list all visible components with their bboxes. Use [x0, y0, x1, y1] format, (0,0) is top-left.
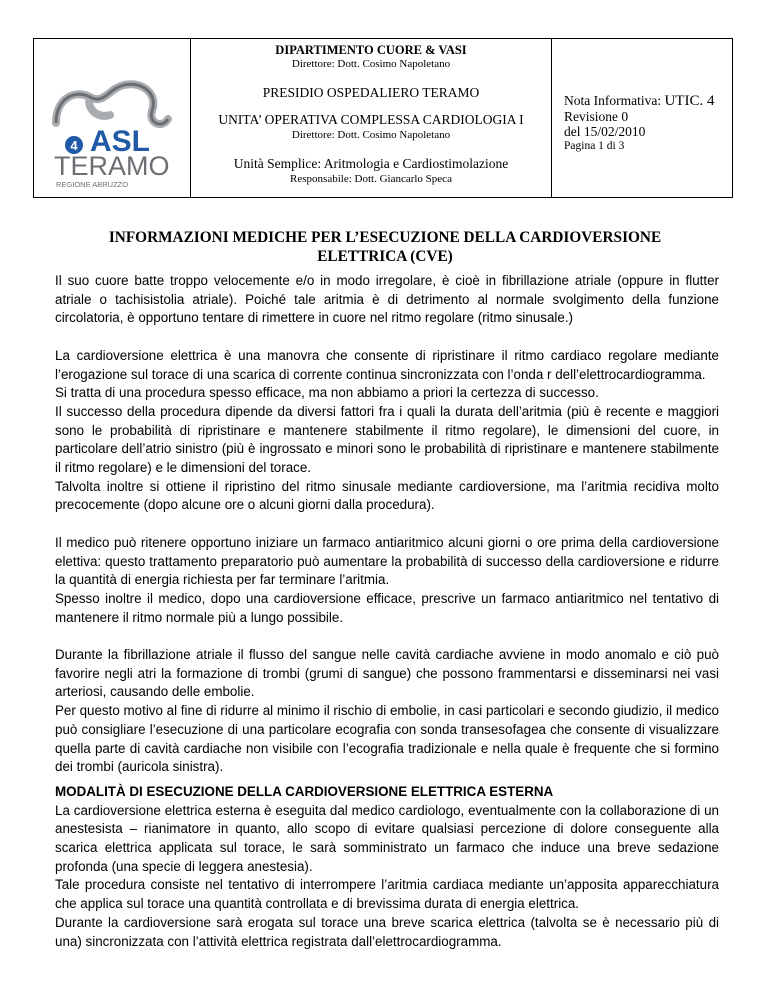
note-code: UTIC. 4	[664, 93, 715, 109]
document-title	[60, 228, 710, 266]
paragraph: Talvolta inoltre si ottiene il ripristino del ritmo sinusale mediante cardioversione, ma l’aritmia recidiva molto precocemente (dopo alcune ore o alcuni giorni dalla procedura).	[55, 478, 719, 513]
logo-region: REGIONE ABRUZZO	[56, 180, 129, 189]
paragraph: Il suo cuore batte troppo velocemente e/o in modo irregolare, è cioè in fibrillazione atriale (oppure in flutter atriale o tachisistolia atriale). Poiché tale aritmia è di detrimento al normale svolgimento della funzione circolatoria, è opportuno tentare di rimettere in cuore nel ritmo regolare (ritmo sinusale.)	[55, 273, 719, 326]
unit-director: Direttore: Dott. Cosimo Napoletano	[291, 129, 451, 141]
note-page: Pagina 1 di 3	[564, 140, 625, 152]
note-label: Nota Informativa:	[564, 93, 665, 108]
simple-unit: Unità Semplice: Aritmologia e Cardiostimolazione	[233, 156, 509, 171]
paragraph: La cardioversione elettrica è una manovra che consente di ripristinare il ritmo cardiaco regolare mediante l’erogazione sul torace di una scarica di corrente continua sincronizzata con l’onda r dell’elettrocardiogramma.	[55, 347, 719, 382]
department-name: DIPARTIMENTO CUORE & VASI	[275, 43, 467, 57]
header-center	[191, 39, 551, 197]
note-date: del 15/02/2010	[564, 124, 646, 139]
logo-city: TERAMO	[54, 151, 170, 181]
title-line-1: INFORMAZIONI MEDICHE PER L’ESECUZIONE DELLA CARDIOVERSIONE	[108, 229, 662, 246]
title-line-2: ELETTRICA (CVE)	[317, 248, 453, 265]
document-header	[33, 38, 733, 198]
department-director: Direttore: Dott. Cosimo Napoletano	[291, 58, 451, 70]
document-body	[55, 272, 719, 951]
paragraph: Tale procedura consiste nel tentativo di interrompere l’aritmia cardiaca mediante un’apposita apparecchiatura che applica sul torace una quantità controllata e di brevissima durata di energia elettrica.	[55, 877, 719, 912]
logo-number: 4	[70, 138, 78, 153]
logo-asl: ASL	[90, 125, 150, 158]
paragraph: Durante la cardioversione sarà erogata sul torace una breve scarica elettrica (talvolta se è necessario più di una) sincronizzata con l’attività elettrica registrata dall’elettrocardiogramma.	[55, 914, 719, 949]
hospital-name: PRESIDIO OSPEDALIERO TERAMO	[262, 85, 480, 100]
paragraph: Il medico può ritenere opportuno iniziare un farmaco antiaritmico alcuni giorni o ore prima della cardioversione elettiva: questo trattamento preparatorio può aumentare la probabilità di successo della cardioversione e ridurre la quantità di energia richiesta per far terminare l’aritmia.	[55, 534, 719, 588]
logo-cell	[34, 39, 191, 197]
responsible: Responsabile: Dott. Giancarlo Speca	[290, 173, 452, 185]
paragraph: Si tratta di una procedura spesso efficace, ma non abbiamo a priori la certezza di successo.	[55, 385, 599, 401]
header-note	[551, 39, 733, 197]
unit-name: UNITA’ OPERATIVA COMPLESSA CARDIOLOGIA I	[218, 112, 524, 127]
paragraph: La cardioversione elettrica esterna è eseguita dal medico cardiologo, eventualmente con la collaborazione di un anestesista – rianimatore in quanto, allo scopo di evitare qualsiasi percezione di dolore conseguente alla scarica elettrica applicata sul torace, le sarà somministrato un farmaco che induce una breve sedazione profonda (una specie di leggera anestesia).	[55, 802, 719, 874]
paragraph: Per questo motivo al fine di ridurre al minimo il rischio di embolie, in casi particolari e secondo giudizio, il medico può consigliare l’esecuzione di una particolare ecografia con sonda transesofagea che consente di visualizzare quella parte di cavità cardiache non visibile con l’ecografia tradizionale e nella quale è frequente che si formino dei trombi (auricola sinistra).	[55, 703, 719, 775]
paragraph: Durante la fibrillazione atriale il flusso del sangue nelle cavità cardiache avviene in modo anomalo e ciò può favorire negli atri la formazione di trombi (grumi di sangue) che possono frammentarsi e disseminarsi nei vasi arteriosi, causando delle embolie.	[55, 647, 719, 700]
note-revision: Revisione 0	[564, 109, 629, 124]
paragraph: Spesso inoltre il medico, dopo una cardioversione efficace, prescrive un farmaco antiaritmico nel tentativo di mantenere il ritmo normale più a lungo possibile.	[55, 590, 719, 625]
section-title: MODALITÀ DI ESECUZIONE DELLA CARDIOVERSIONE ELETTRICA ESTERNA	[55, 783, 554, 799]
note-type-line	[564, 93, 714, 109]
asl-teramo-logo-icon	[34, 39, 190, 197]
paragraph: Il successo della procedura dipende da diversi fattori fra i quali la durata dell’aritmia (più è recente e maggiori sono le probabilità di ripristinare e mantenere stabilmente il ritmo regolare), le dimensioni del cuore, in particolare dell’atrio sinistro (più è ingrossato e minori sono le probabilità di ripristinare e mantenere stabilmente il ritmo regolare) e le dimensioni del torace.	[55, 403, 719, 476]
